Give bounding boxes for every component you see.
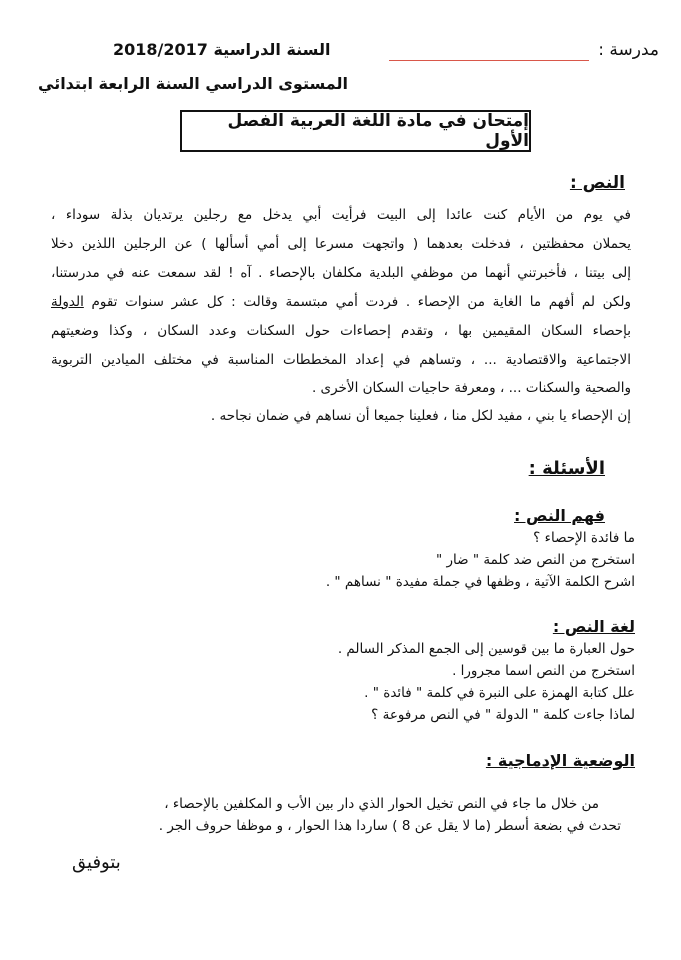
language-heading: لغة النص : bbox=[552, 617, 635, 636]
school-name-line bbox=[389, 60, 589, 61]
exam-title-box bbox=[180, 110, 531, 152]
underlined-word: الدولة bbox=[51, 294, 84, 310]
comprehension-heading: فهم النص : bbox=[514, 506, 605, 525]
text-line-6: الاجتماعية والاقتصادية ... ، وتساهم في إعداد المخططات المناسبة في مختلف الميادين التربوية bbox=[51, 352, 631, 368]
language-q1: حول العبارة ما بين قوسين إلى الجمع المذكر السالم . bbox=[337, 641, 635, 657]
class-level: المستوى الدراسي السنة الرابعة ابتدائي bbox=[38, 74, 348, 93]
comprehension-q2: استخرج من النص ضد كلمة " ضار " bbox=[435, 552, 635, 568]
school-year: السنة الدراسية 2018/2017 bbox=[113, 40, 331, 59]
text-line-7: والصحية والسكنات ... ، ومعرفة حاجيات السكان الأخرى . bbox=[311, 380, 631, 396]
text-line-3: إلى بيتنا ، فأخبرتني أنهما من موظفي البلدية مكلفان بالإحصاء . آه ! لقد سمعت عنه في مدرستنا، bbox=[51, 265, 631, 281]
text-line-4 bbox=[51, 294, 631, 310]
language-q4: لماذا جاءت كلمة " الدولة " في النص مرفوعة ؟ bbox=[371, 707, 635, 723]
comprehension-q1: ما فائدة الإحصاء ؟ bbox=[533, 530, 635, 546]
exam-title: إمتحان في مادة اللغة العربية الفصل الأول bbox=[227, 111, 529, 151]
questions-heading: الأسئلة : bbox=[528, 458, 605, 479]
integration-heading: الوضعية الإدماجية : bbox=[485, 751, 635, 770]
integration-line-2: تحدث في بضعة أسطر (ما لا يقل عن 8 ) ساردا هذا الحوار ، و موظفا حروف الجر . bbox=[158, 818, 621, 834]
comprehension-q3: اشرح الكلمة الآتية ، وظفها في جملة مفيدة " نساهم " . bbox=[325, 574, 635, 590]
text-line-5: بإحصاء السكان المقيمين بها ، وتقدم إحصاءات حول السكنات وعدد السكان ، وكذا وضعيتهم bbox=[51, 323, 631, 339]
closing-wish: بتوفيق bbox=[72, 852, 121, 873]
text-line-1: في يوم من الأيام كنت عائدا إلى البيت فرأيت أبي يدخل مع رجلين يرتديان بذلة سوداء ، bbox=[51, 207, 631, 223]
integration-line-1: من خلال ما جاء في النص تخيل الحوار الذي دار بين الأب و المكلفين بالإحصاء ، bbox=[164, 796, 599, 812]
text-line-2: يحملان محفظتين ، فدخلت بعدهما ( واتجهت مسرعا إلى أمي أسألها ) عن الرجلين اللذين دخلا bbox=[51, 236, 631, 252]
text-line-8: إن الإحصاء يا بني ، مفيد لكل منا ، فعلينا جميعا أن نساهم في ضمان نجاحه . bbox=[210, 408, 631, 424]
language-q3: علل كتابة الهمزة على النبرة في كلمة " فائدة " . bbox=[364, 685, 635, 701]
language-q2: استخرج من النص اسما مجرورا . bbox=[452, 663, 635, 679]
text-line-4-body: ولكن لم أفهم ما الغاية من الإحصاء . فردت أمي مبتسمة وقالت : كل عشر سنوات تقوم bbox=[91, 294, 632, 310]
school-label: مدرسة : bbox=[598, 40, 659, 60]
text-heading: النص : bbox=[569, 173, 625, 193]
